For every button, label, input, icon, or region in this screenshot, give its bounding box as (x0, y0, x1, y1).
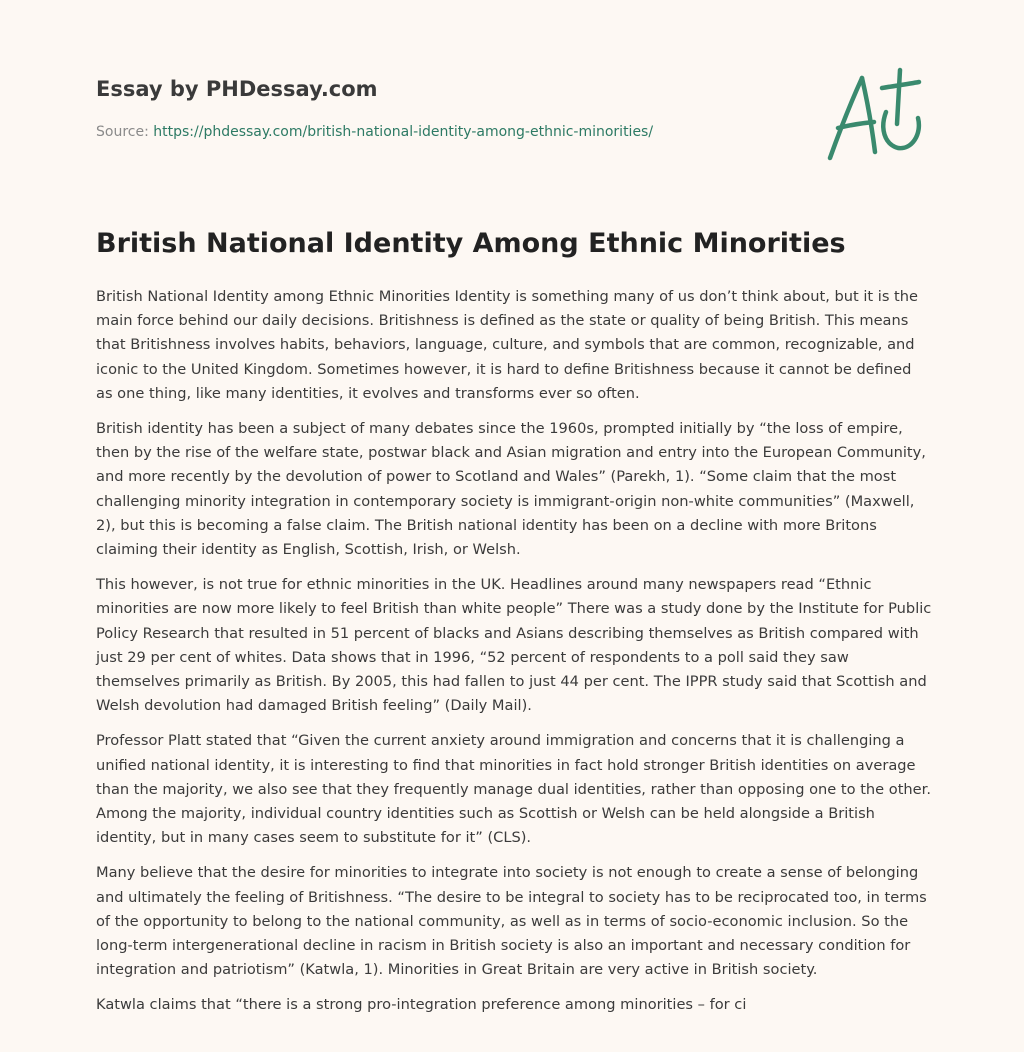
source-link[interactable]: https://phdessay.com/british-national-identity-among-ethnic-minorities/ (153, 124, 654, 140)
essay-body (96, 285, 932, 1029)
essay-title: British National Identity Among Ethnic Minorities (96, 228, 846, 259)
essay-paragraph: British identity has been a subject of many debates since the 1960s, prompted initially by “the loss of empire, then by the rise of the welfare state, postwar black and Asian migration and entry into the European Community, and more recently by the devolution of power to Scotland and Wales” (Parekh, 1). “Some claim that the most challenging minority integration in contemporary society is immigrant-origin non-white communities” (Maxwell, 2), but this is becoming a false claim. The British national identity has been on a decline with more Britons claiming their identity as English, Scottish, Irish, or Welsh. (96, 420, 926, 559)
essay-paragraph: Katwla claims that “there is a strong pro-integration preference among minorities – for ci (96, 996, 747, 1014)
site-brand: Essay by PHDessay.com (96, 77, 378, 101)
essay-header (96, 74, 796, 142)
essay-paragraph: Many believe that the desire for minorities to integrate into society is not enough to create a sense of belonging and ultimately the feeling of Britishness. “The desire to be integral to society has to be reciprocated too, in terms of the opportunity to belong to the national community, as well as in terms of socio-economic inclusion. So the long-term intergenerational decline in racism in British society is also an important and necessary condition for integration and patriotism” (Katwla, 1). Minorities in Great Britain are very active in British society. (96, 864, 927, 979)
source-label: Source: (96, 124, 154, 140)
essay-paragraph: Professor Platt stated that “Given the current anxiety around immigration and concerns that it is challenging a unified national identity, it is interesting to find that minorities in fact hold stronger British identities on average than the majority, we also see that they frequently manage dual identities, rather than opposing one to the other. Among the majority, individual country identities such as Scottish or Welsh can be held alongside a British identity, but in many cases seem to substitute for it” (CLS). (96, 732, 931, 847)
source-line (96, 122, 796, 142)
essay-paragraph: This however, is not true for ethnic minorities in the UK. Headlines around many newspapers read “Ethnic minorities are now more likely to feel British than white people” There was a study done by the Institute for Public Policy Research that resulted in 51 percent of blacks and Asians describing themselves as British compared with just 29 per cent of whites. Data shows that in 1996, “52 percent of respondents to a poll said they saw themselves primarily as British. By 2005, this had fallen to just 44 per cent. The IPPR study said that Scottish and Welsh devolution had damaged British feeling” (Daily Mail). (96, 576, 932, 715)
essay-paragraph: British National Identity among Ethnic Minorities Identity is something many of us don’t think about, but it is the main force behind our daily decisions. Britishness is defined as the state or quality of being British. This means that Britishness involves habits, behaviors, language, culture, and symbols that are common, recognizable, and iconic to the United Kingdom. Sometimes however, it is hard to define Britishness because it cannot be defined as one thing, like many identities, it evolves and transforms ever so often. (96, 288, 919, 402)
a-plus-logo-icon (818, 64, 930, 168)
